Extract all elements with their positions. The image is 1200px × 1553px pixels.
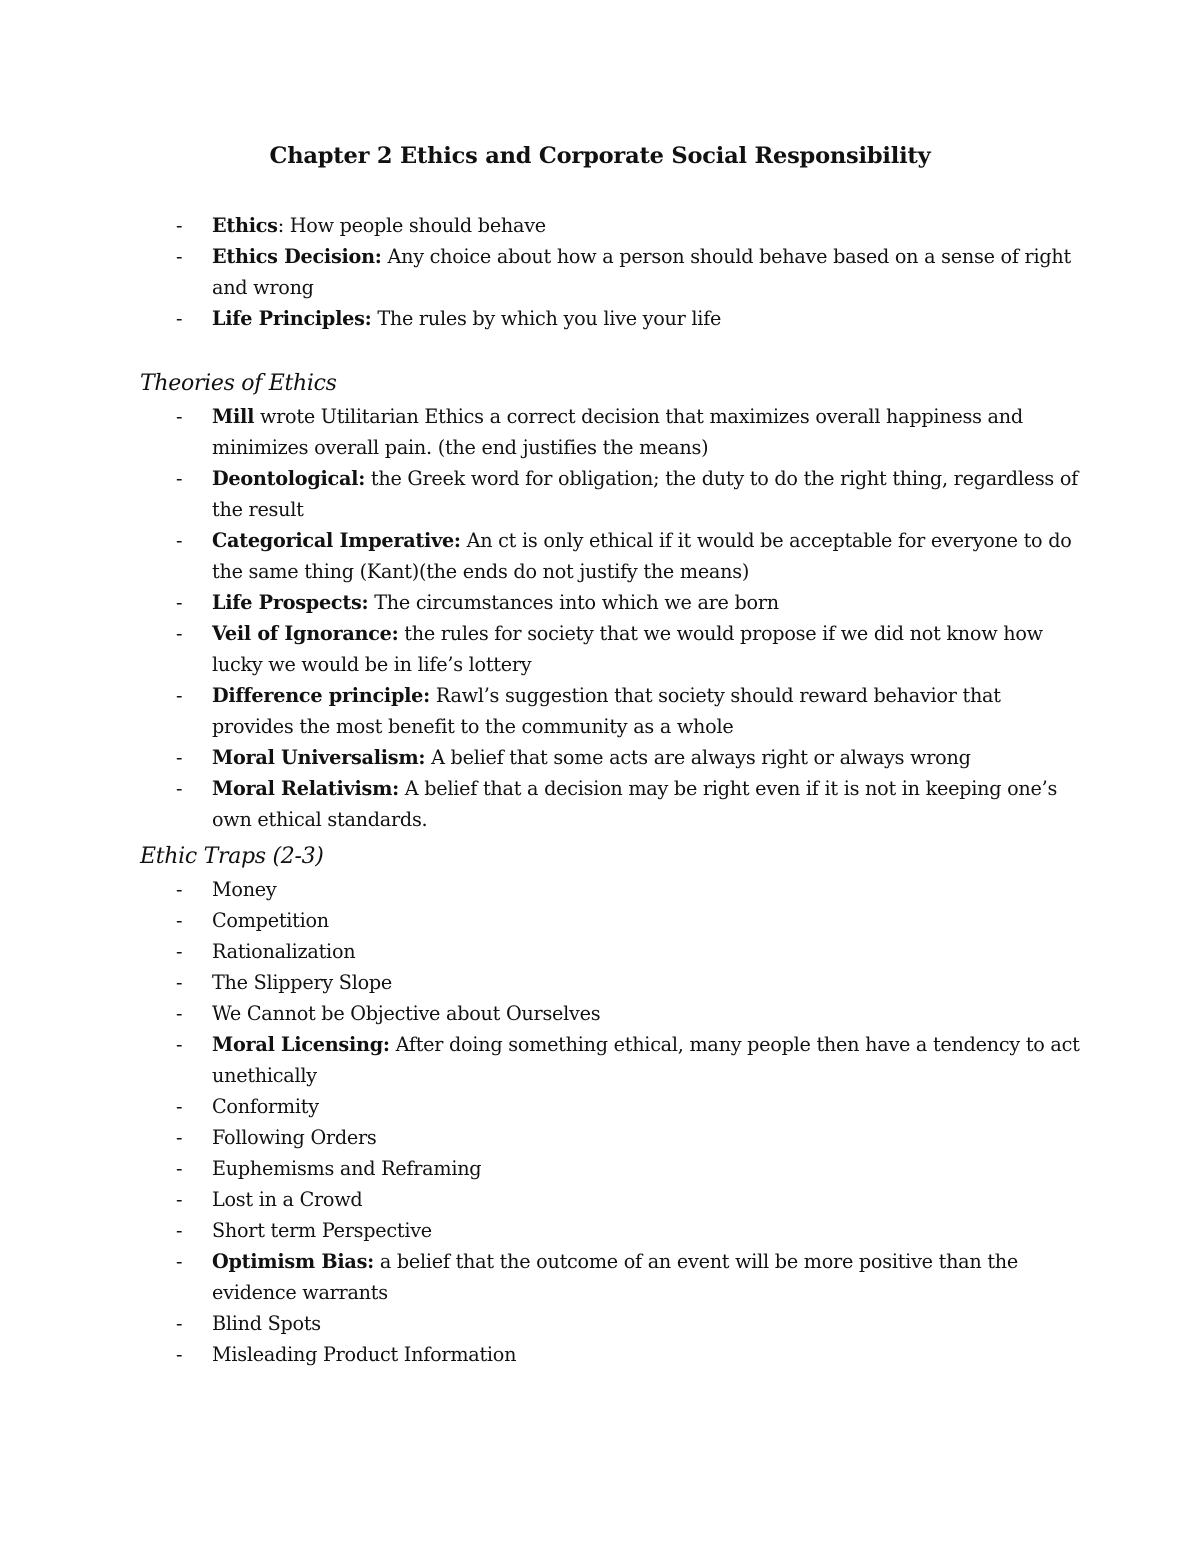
item-text: the rules for society that we would propose if we did not know how lucky we would be in life’s lottery bbox=[212, 622, 1043, 676]
list-item bbox=[140, 936, 1080, 967]
item-text: Any choice about how a person should behave based on a sense of right and wrong bbox=[212, 245, 1071, 299]
list-item bbox=[140, 241, 1080, 303]
list-item bbox=[140, 463, 1080, 525]
bullet-dash: - bbox=[176, 940, 183, 963]
list-item bbox=[140, 587, 1080, 618]
bullet-dash: - bbox=[176, 529, 183, 552]
traps-section bbox=[140, 840, 1080, 1370]
list-item bbox=[140, 773, 1080, 835]
item-term: Difference principle: bbox=[212, 684, 430, 707]
item-term: Moral Universalism: bbox=[212, 746, 426, 769]
item-text: Euphemisms and Reframing bbox=[212, 1157, 482, 1180]
item-text: Conformity bbox=[212, 1095, 319, 1118]
bullet-dash: - bbox=[176, 1312, 183, 1335]
page-title: Chapter 2 Ethics and Corporate Social Responsibility bbox=[269, 143, 931, 169]
item-text: Rawl’s suggestion that society should reward behavior that provides the most benefit to the community as a whole bbox=[212, 684, 1001, 738]
item-term: Veil of Ignorance: bbox=[212, 622, 399, 645]
bullet-dash: - bbox=[176, 1219, 183, 1242]
bullet-dash: - bbox=[176, 1033, 183, 1056]
bullet-dash: - bbox=[176, 777, 183, 800]
item-text: Rationalization bbox=[212, 940, 356, 963]
list-item bbox=[140, 967, 1080, 998]
bullet-dash: - bbox=[176, 245, 183, 268]
bullet-dash: - bbox=[176, 467, 183, 490]
theories-heading: Theories of Ethics bbox=[140, 371, 337, 396]
item-text: We Cannot be Objective about Ourselves bbox=[212, 1002, 601, 1025]
bullet-dash: - bbox=[176, 909, 183, 932]
list-item bbox=[140, 525, 1080, 587]
list-item bbox=[140, 618, 1080, 680]
item-text: Short term Perspective bbox=[212, 1219, 432, 1242]
item-text: Lost in a Crowd bbox=[212, 1188, 363, 1211]
item-text: Blind Spots bbox=[212, 1312, 321, 1335]
list-item bbox=[140, 998, 1080, 1029]
bullet-dash: - bbox=[176, 971, 183, 994]
list-item bbox=[140, 680, 1080, 742]
bullet-dash: - bbox=[176, 746, 183, 769]
list-item bbox=[140, 1184, 1080, 1215]
item-text: wrote Utilitarian Ethics a correct decision that maximizes overall happiness and minimizes overall pain. (the end justifies the means) bbox=[212, 405, 1023, 459]
bullet-dash: - bbox=[176, 214, 183, 237]
item-term: Categorical Imperative: bbox=[212, 529, 461, 552]
bullet-dash: - bbox=[176, 1343, 183, 1366]
item-text: Misleading Product Information bbox=[212, 1343, 517, 1366]
intro-section bbox=[140, 210, 1080, 334]
list-item bbox=[140, 874, 1080, 905]
bullet-dash: - bbox=[176, 878, 183, 901]
list-item bbox=[140, 905, 1080, 936]
item-text: An ct is only ethical if it would be acceptable for everyone to do the same thing (Kant)(the ends do not justify the means) bbox=[212, 529, 1072, 583]
traps-list bbox=[140, 874, 1080, 1370]
bullet-dash: - bbox=[176, 405, 183, 428]
bullet-dash: - bbox=[176, 1188, 183, 1211]
item-term: Ethics Decision: bbox=[212, 245, 382, 268]
item-term: Life Prospects: bbox=[212, 591, 369, 614]
theories-list bbox=[140, 401, 1080, 835]
bullet-dash: - bbox=[176, 622, 183, 645]
bullet-dash: - bbox=[176, 1157, 183, 1180]
list-item bbox=[140, 1308, 1080, 1339]
list-item bbox=[140, 742, 1080, 773]
item-text: a belief that the outcome of an event will be more positive than the evidence warrants bbox=[212, 1250, 1019, 1304]
bullet-dash: - bbox=[176, 684, 183, 707]
list-item bbox=[140, 1246, 1080, 1308]
list-item bbox=[140, 1091, 1080, 1122]
bullet-dash: - bbox=[176, 307, 183, 330]
item-text: Money bbox=[212, 878, 277, 901]
traps-heading: Ethic Traps (2-3) bbox=[140, 844, 324, 869]
list-item bbox=[140, 303, 1080, 334]
item-text: The rules by which you live your life bbox=[371, 307, 722, 330]
bullet-dash: - bbox=[176, 1002, 183, 1025]
item-text: the Greek word for obligation; the duty to do the right thing, regardless of the result bbox=[212, 467, 1079, 521]
item-text: : How people should behave bbox=[277, 214, 546, 237]
list-item bbox=[140, 401, 1080, 463]
item-text: The Slippery Slope bbox=[212, 971, 393, 994]
intro-list bbox=[140, 210, 1080, 334]
list-item bbox=[140, 210, 1080, 241]
item-text: A belief that some acts are always right or always wrong bbox=[425, 746, 971, 769]
item-term: Moral Licensing: bbox=[212, 1033, 390, 1056]
item-term: Mill bbox=[212, 405, 255, 428]
item-text: The circumstances into which we are born bbox=[368, 591, 779, 614]
list-item bbox=[140, 1215, 1080, 1246]
item-term: Life Principles: bbox=[212, 307, 372, 330]
bullet-dash: - bbox=[176, 1126, 183, 1149]
item-term: Ethics bbox=[212, 214, 278, 237]
item-text: A belief that a decision may be right even if it is not in keeping one’s own ethical standards. bbox=[212, 777, 1058, 831]
bullet-dash: - bbox=[176, 1250, 183, 1273]
item-term: Optimism Bias: bbox=[212, 1250, 374, 1273]
list-item bbox=[140, 1153, 1080, 1184]
item-text: Following Orders bbox=[212, 1126, 377, 1149]
bullet-dash: - bbox=[176, 1095, 183, 1118]
list-item bbox=[140, 1029, 1080, 1091]
item-text: Competition bbox=[212, 909, 329, 932]
list-item bbox=[140, 1339, 1080, 1370]
item-term: Deontological: bbox=[212, 467, 366, 490]
list-item bbox=[140, 1122, 1080, 1153]
bullet-dash: - bbox=[176, 591, 183, 614]
item-text: After doing something ethical, many people then have a tendency to act unethically bbox=[212, 1033, 1080, 1087]
theories-section bbox=[140, 367, 1080, 835]
item-term: Moral Relativism: bbox=[212, 777, 399, 800]
